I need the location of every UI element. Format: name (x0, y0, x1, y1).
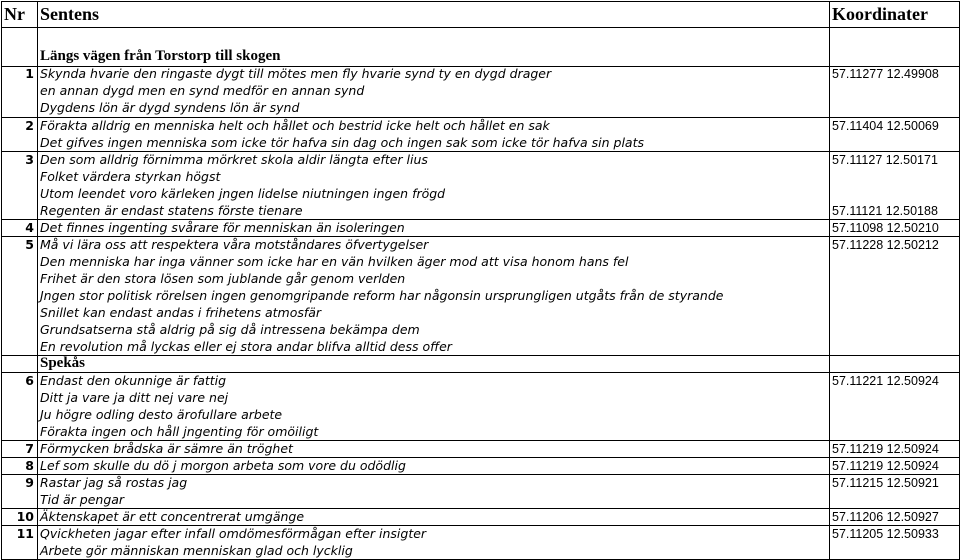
sentence-text: Grundsatserna stå aldrig på sig då intressena bekämpa dem (40, 322, 420, 337)
coordinates: 57.11121 12.50188 (832, 204, 938, 218)
coordinates: 57.11228 12.50212 (832, 238, 939, 252)
sentence-text: Äktenskapet är ett concentrerat umgänge (40, 509, 305, 524)
coordinates: 57.11277 12.49908 (832, 67, 939, 81)
row-number: 9 (25, 475, 34, 490)
row-number: 2 (25, 118, 34, 133)
coordinates: 57.11127 12.50171 (832, 153, 938, 167)
sentence-text: en annan dygd men en synd medför en annan synd (40, 83, 365, 98)
sentence-text: Ju högre odling desto ärofullare arbete (40, 407, 283, 422)
coordinates: 57.11404 12.50069 (832, 119, 939, 133)
sentence-text: Endast den okunnige är fattig (40, 373, 227, 388)
coordinates: 57.11215 12.50921 (832, 476, 939, 490)
sentence-text: Den menniska har inga vänner som icke har en vän hvilken äger mod att visa honom hans fel (40, 254, 629, 269)
header-koordinater: Koordinater (832, 4, 928, 24)
sentence-text: Regenten är endast statens förste tienare (40, 203, 303, 218)
row-number: 8 (25, 458, 34, 473)
section-row (2, 356, 960, 373)
row-number: 3 (25, 152, 34, 167)
sentence-text: Rastar jag så rostas jag (40, 475, 188, 490)
header-row (2, 2, 960, 28)
coordinates: 57.11205 12.50933 (832, 527, 939, 541)
sentence-text: Förakta alldrig en menniska helt och hållet och bestrid icke helt och hållet en sak (40, 118, 550, 133)
section-title: Längs vägen från Torstorp till skogen (40, 48, 281, 64)
row-number: 6 (25, 373, 34, 388)
sentence-text: Lef som skulle du dö j morgon arbeta som vore du odödlig (40, 458, 406, 473)
header-sentens: Sentens (40, 4, 100, 24)
coordinates: 57.11098 12.50210 (832, 221, 939, 235)
header-nr: Nr (4, 4, 25, 24)
coordinates: 57.11206 12.50927 (832, 510, 939, 524)
sentence-text: Tid är pengar (40, 492, 125, 507)
sentence-text: Qvickheten jagar efter infall omdömesförmågan efter insigter (40, 526, 427, 541)
row-number: 10 (16, 509, 34, 524)
coordinates: 57.11219 12.50924 (832, 459, 939, 473)
sentence-text: Jngen stor politisk rörelsen ingen genomgripande reform har någonsin ursprungligen utgåts från de styrande (40, 288, 724, 303)
row-number: 1 (25, 66, 34, 81)
sentence-text: Förmycken brådska är sämre än tröghet (40, 441, 293, 456)
row-number: 7 (25, 441, 34, 456)
sentence-text: Den som alldrig förnimma mörkret skola aldir längta efter lius (40, 152, 428, 167)
sentence-text: Dygdens lön är dygd syndens lön är synd (40, 100, 300, 115)
sentence-text: Må vi lära oss att respektera våra motståndares öfvertygelser (40, 237, 429, 252)
sentence-text: En revolution må lyckas eller ej stora andar blifva alltid dess offer (40, 339, 452, 354)
sentence-text: Snillet kan endast andas i frihetens atmosfär (40, 305, 322, 320)
sentence-text: Ditt ja vare ja ditt nej vare nej (40, 390, 229, 405)
coordinates: 57.11219 12.50924 (832, 442, 939, 456)
row-number: 4 (25, 220, 34, 235)
sentence-text: Det finnes ingenting svårare för menniskan än isoleringen (40, 220, 405, 235)
sentence-text: Frihet är den stora lösen som jublande går genom verlden (40, 271, 406, 286)
sentence-text: Folket värdera styrkan högst (40, 169, 221, 184)
section-title: Spekås (40, 355, 86, 371)
sentence-text: Utom leendet voro kärleken jngen lidelse niutningen ingen frögd (40, 186, 446, 201)
sentence-text: Det gifves ingen menniska som icke tör hafva sin dag och ingen sak som icke tör hafva sin plats (40, 135, 644, 150)
row-number: 11 (16, 526, 34, 541)
sentence-text: Skynda hvarie den ringaste dygt till mötes men fly hvarie synd ty en dygd drager (40, 66, 552, 81)
row-number: 5 (25, 237, 34, 252)
sentence-text: Arbete gör människan menniskan glad och lycklig (40, 543, 353, 558)
sentence-text: Förakta ingen och håll jngenting för omöiligt (40, 424, 319, 439)
coordinates: 57.11221 12.50924 (832, 374, 939, 388)
